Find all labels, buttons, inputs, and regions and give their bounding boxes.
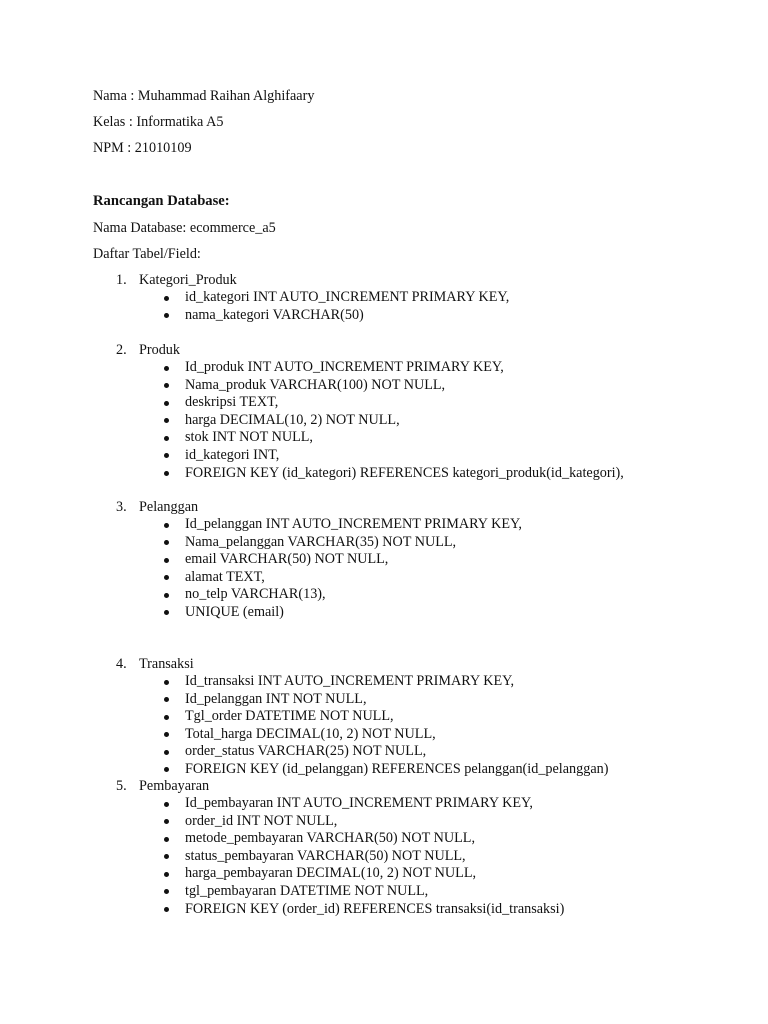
field-item [162, 394, 624, 412]
table-list-label: Daftar Tabel/Field: [93, 246, 201, 262]
table-title [116, 777, 209, 795]
field-list [162, 516, 522, 622]
field-list [162, 795, 564, 918]
field-item [162, 883, 564, 901]
table-number: 4. [116, 656, 127, 672]
bullet-icon [164, 889, 169, 894]
field-definition: Id_produk INT AUTO_INCREMENT PRIMARY KEY, [185, 359, 504, 375]
bullet-icon [164, 767, 169, 772]
field-definition: status_pembayaran VARCHAR(50) NOT NULL, [185, 847, 466, 864]
bullet-icon [164, 715, 169, 720]
field-definition: Id_pelanggan INT NOT NULL, [185, 690, 367, 707]
bullet-icon [164, 540, 169, 545]
database-name: Nama Database: ecommerce_a5 [93, 220, 276, 236]
table-name: Produk [139, 342, 180, 358]
field-item [162, 830, 564, 848]
bullet-icon [164, 453, 169, 458]
field-definition: Id_pembayaran INT AUTO_INCREMENT PRIMARY KEY, [185, 795, 533, 811]
bullet-icon [164, 819, 169, 824]
bullet-icon [164, 593, 169, 598]
student-name: Nama : Muhammad Raihan Alghifaary [93, 88, 315, 104]
field-definition: alamat TEXT, [185, 568, 265, 585]
table-name: Pembayaran [139, 778, 210, 794]
bullet-icon [164, 401, 169, 406]
field-item [162, 691, 608, 709]
bullet-icon [164, 313, 169, 318]
table-title [116, 271, 237, 289]
field-item [162, 708, 608, 726]
field-item [162, 569, 522, 587]
bullet-icon [164, 750, 169, 755]
field-definition: Total_harga DECIMAL(10, 2) NOT NULL, [185, 725, 436, 742]
bullet-icon [164, 680, 169, 685]
field-item [162, 865, 564, 883]
field-item [162, 516, 522, 534]
bullet-icon [164, 610, 169, 615]
field-definition: nama_kategori VARCHAR(50) [185, 306, 364, 323]
field-definition: id_kategori INT AUTO_INCREMENT PRIMARY KEY, [185, 289, 510, 305]
table-title [116, 341, 180, 359]
field-definition: Nama_pelanggan VARCHAR(35) NOT NULL, [185, 533, 457, 550]
bullet-icon [164, 837, 169, 842]
field-definition: harga_pembayaran DECIMAL(10, 2) NOT NULL, [185, 865, 477, 882]
field-definition: FOREIGN KEY (id_kategori) REFERENCES kategori_produk(id_kategori), [185, 464, 624, 481]
field-definition: UNIQUE (email) [185, 603, 284, 620]
field-definition: Id_transaksi INT AUTO_INCREMENT PRIMARY KEY, [185, 673, 515, 689]
field-list [162, 673, 608, 779]
table-name: Transaksi [139, 656, 194, 672]
field-definition: metode_pembayaran VARCHAR(50) NOT NULL, [185, 830, 476, 847]
field-list [162, 359, 624, 482]
bullet-icon [164, 802, 169, 807]
field-definition: deskripsi TEXT, [185, 394, 279, 411]
field-definition: Nama_produk VARCHAR(100) NOT NULL, [185, 376, 446, 393]
field-item [162, 289, 509, 307]
field-item [162, 726, 608, 744]
bullet-icon [164, 732, 169, 737]
field-item [162, 743, 608, 761]
bullet-icon [164, 523, 169, 528]
bullet-icon [164, 854, 169, 859]
bullet-icon [164, 436, 169, 441]
field-item [162, 447, 624, 465]
table-name: Kategori_Produk [139, 272, 237, 288]
field-item [162, 429, 624, 447]
table-number: 1. [116, 272, 127, 288]
field-definition: order_status VARCHAR(25) NOT NULL, [185, 743, 427, 760]
bullet-icon [164, 296, 169, 301]
field-definition: harga DECIMAL(10, 2) NOT NULL, [185, 411, 400, 428]
table-title [116, 655, 194, 673]
field-definition: Id_pelanggan INT AUTO_INCREMENT PRIMARY KEY, [185, 516, 522, 532]
bullet-icon [164, 418, 169, 423]
field-item [162, 551, 522, 569]
field-item [162, 307, 509, 325]
field-definition: email VARCHAR(50) NOT NULL, [185, 551, 389, 568]
table-number: 5. [116, 778, 127, 794]
field-definition: no_telp VARCHAR(13), [185, 586, 326, 603]
field-item [162, 761, 608, 779]
field-definition: FOREIGN KEY (id_pelanggan) REFERENCES pelanggan(id_pelanggan) [185, 760, 609, 777]
field-item [162, 359, 624, 377]
bullet-icon [164, 558, 169, 563]
table-number: 2. [116, 342, 127, 358]
field-item [162, 465, 624, 483]
table-number: 3. [116, 499, 127, 515]
field-item [162, 412, 624, 430]
bullet-icon [164, 575, 169, 580]
field-item [162, 848, 564, 866]
field-definition: tgl_pembayaran DATETIME NOT NULL, [185, 882, 429, 899]
field-item [162, 586, 522, 604]
field-definition: stok INT NOT NULL, [185, 429, 313, 446]
field-definition: FOREIGN KEY (order_id) REFERENCES transaksi(id_transaksi) [185, 900, 565, 917]
field-definition: order_id INT NOT NULL, [185, 812, 338, 829]
field-list [162, 289, 509, 324]
field-item [162, 604, 522, 622]
student-npm: NPM : 21010109 [93, 140, 192, 156]
field-item [162, 813, 564, 831]
field-item [162, 534, 522, 552]
bullet-icon [164, 907, 169, 912]
field-definition: id_kategori INT, [185, 446, 280, 463]
bullet-icon [164, 366, 169, 371]
field-item [162, 377, 624, 395]
field-item [162, 673, 608, 691]
bullet-icon [164, 872, 169, 877]
field-item [162, 795, 564, 813]
field-definition: Tgl_order DATETIME NOT NULL, [185, 708, 394, 725]
table-title [116, 498, 198, 516]
bullet-icon [164, 471, 169, 476]
section-heading: Rancangan Database: [93, 193, 230, 209]
field-item [162, 901, 564, 919]
table-name: Pelanggan [139, 499, 199, 515]
bullet-icon [164, 383, 169, 388]
student-class: Kelas : Informatika A5 [93, 114, 224, 130]
bullet-icon [164, 697, 169, 702]
